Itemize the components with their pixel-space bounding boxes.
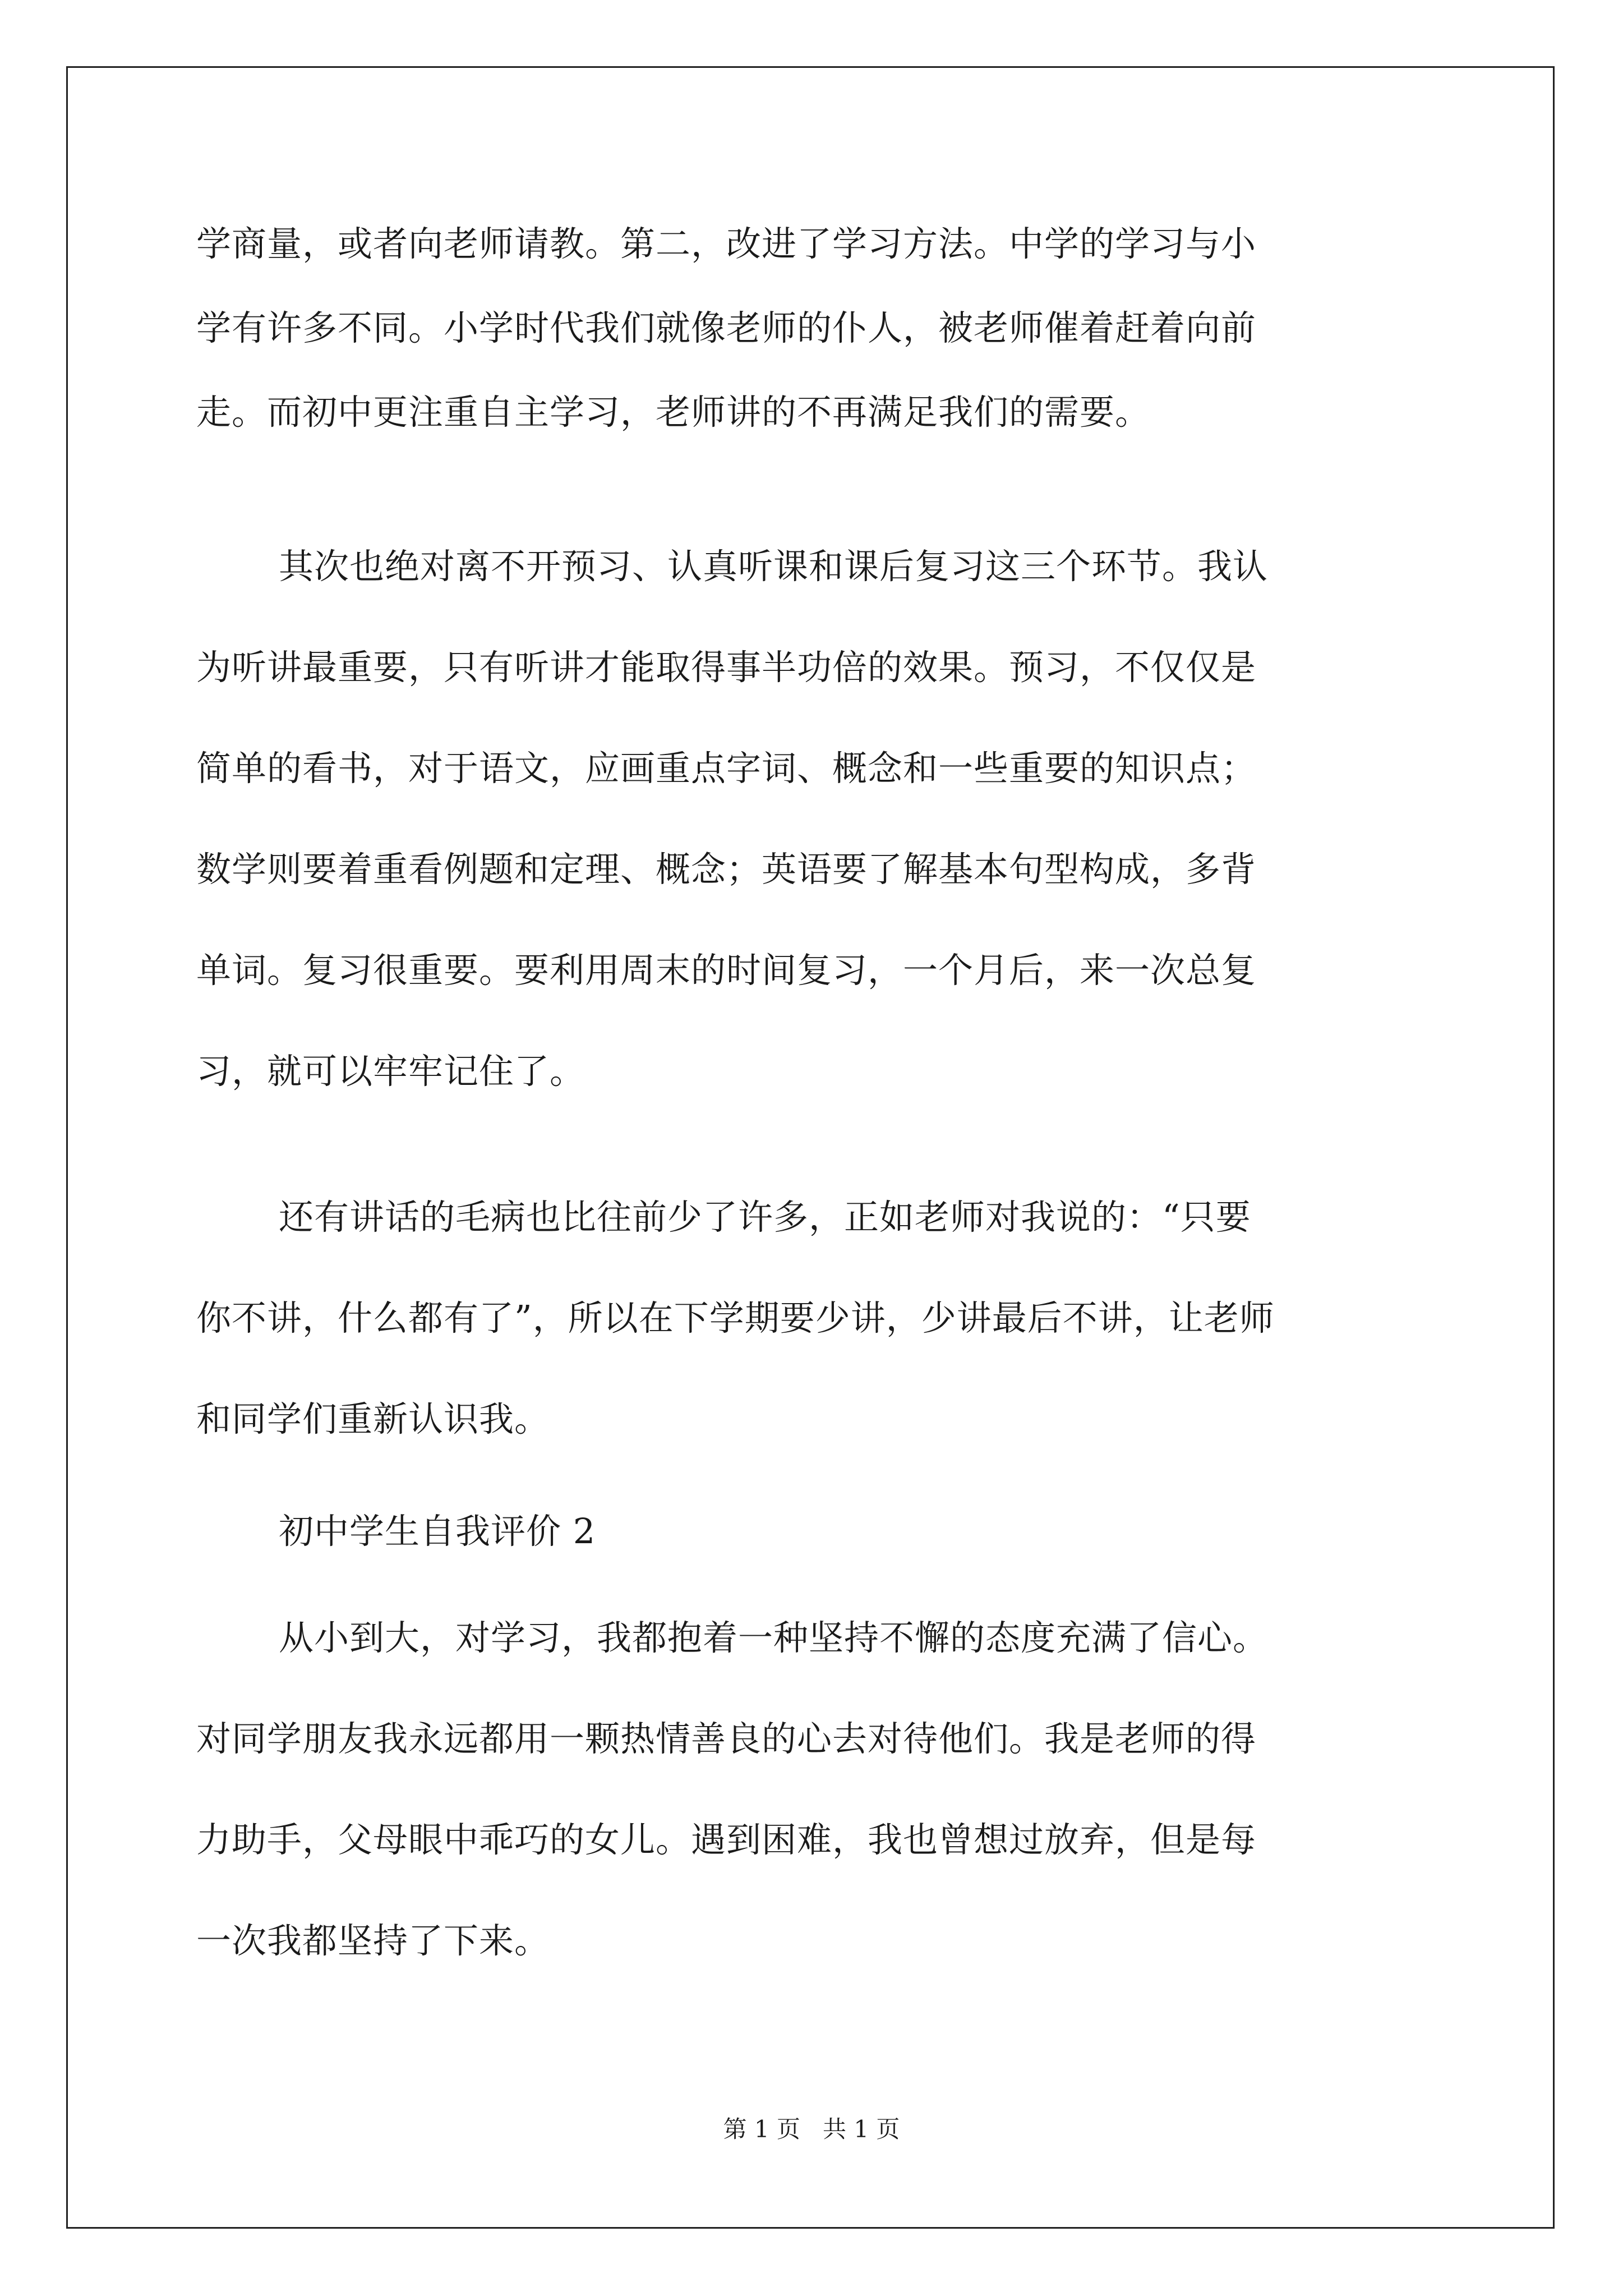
body-line: 学有许多不同。小学时代我们就像老师的仆人，被老师催着赶着向前 [196,307,1257,348]
body-line: 走。而初中更注重自主学习，老师讲的不再满足我们的需要。 [196,392,1151,432]
body-line: 习，就可以牢牢记住了。 [196,1051,585,1092]
body-line: 简单的看书，对于语文，应画重点字词、概念和一些重要的知识点； [196,748,1257,789]
body-line: 和同学们重新认识我。 [196,1398,550,1439]
page-number: 第 1 页 [723,2115,800,2143]
body-line: 你不讲，什么都有了”，所以在下学期要少讲，少讲最后不讲，让老师 [196,1297,1275,1338]
body-line: 一次我都坚持了下来。 [196,1920,550,1961]
paragraph-start-line: 从小到大，对学习，我都抱着一种坚持不懈的态度充满了信心。 [279,1617,1269,1658]
body-line: 数学则要着重看例题和定理、概念；英语要了解基本句型构成，多背 [196,849,1257,890]
body-line: 单词。复习很重要。要利用周末的时间复习，一个月后，来一次总复 [196,950,1257,991]
body-line: 学商量，或者向老师请教。第二，改进了学习方法。中学的学习与小 [196,223,1257,264]
body-line: 力助手，父母眼中乖巧的女儿。遇到困难，我也曾想过放弃，但是每 [196,1819,1257,1860]
section-heading: 初中学生自我评价 2 [279,1511,596,1552]
paragraph-start-line: 还有讲话的毛病也比往前少了许多，正如老师对我说的：“只要 [279,1197,1251,1237]
body-line: 为听讲最重要，只有听讲才能取得事半功倍的效果。预习，不仅仅是 [196,647,1257,688]
body-line: 对同学朋友我永远都用一颗热情善良的心去对待他们。我是老师的得 [196,1718,1257,1759]
page-total: 共 1 页 [823,2115,900,2143]
paragraph-start-line: 其次也绝对离不开预习、认真听课和课后复习这三个环节。我认 [279,546,1269,587]
page-footer [0,2114,1623,2145]
